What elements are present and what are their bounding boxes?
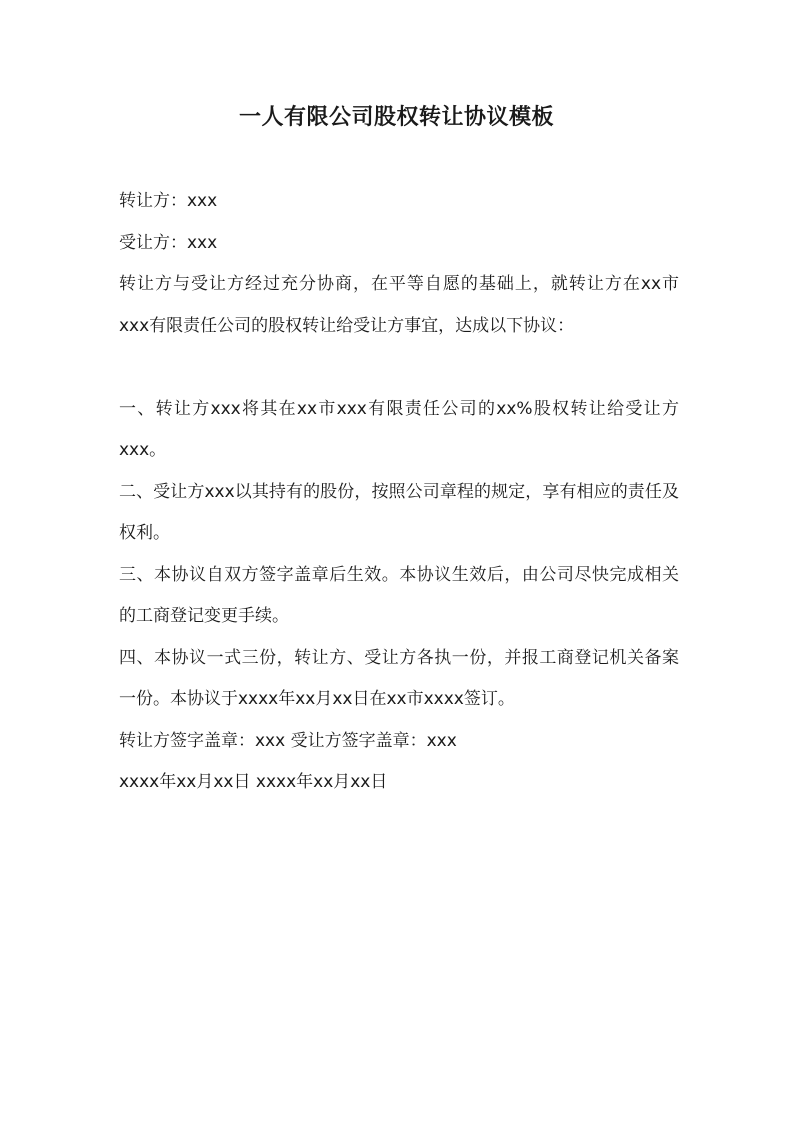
signature-line: 转让方签字盖章：xxx 受让方签字盖章：xxx	[119, 730, 457, 751]
document-title: 一人有限公司股权转让协议模板	[238, 105, 554, 130]
clause-1: 一、转让方xxx将其在xx市xxx有限责任公司的xx%股权转让给受让方xxx。	[119, 398, 679, 460]
document-body	[119, 181, 679, 804]
clause-4: 四、本协议一式三份，转让方、受让方各执一份，并报工商登记机关备案一份。本协议于xxxx年xx月xx日在xx市xxxx签订。	[119, 647, 679, 709]
clause-3: 三、本协议自双方签字盖章后生效。本协议生效后，由公司尽快完成相关的工商登记变更手续。	[119, 564, 679, 626]
blank-line	[119, 347, 679, 389]
intro-paragraph: 转让方与受让方经过充分协商，在平等自愿的基础上，就转让方在xx市xxx有限责任公司的股权转让给受让方事宜，达成以下协议：	[119, 274, 679, 336]
transferor-line: 转让方：xxx	[119, 191, 218, 211]
date-line: xxxx年xx月xx日 xxxx年xx月xx日	[119, 772, 388, 792]
transferee-line: 受让方：xxx	[119, 232, 218, 253]
clause-2: 二、受让方xxx以其持有的股份，按照公司章程的规定，享有相应的责任及权利。	[119, 481, 679, 543]
